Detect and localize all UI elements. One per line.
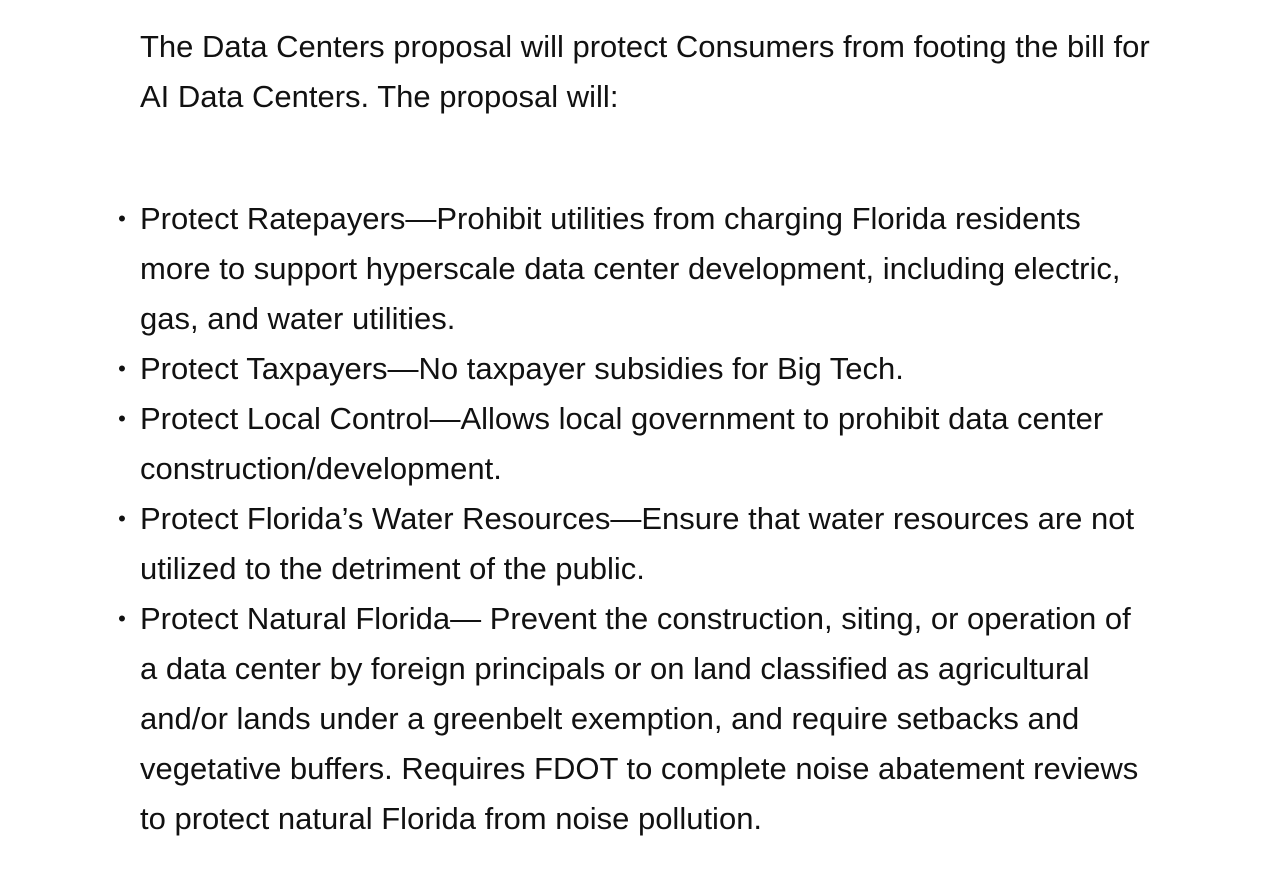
- list-item: [118, 594, 1150, 844]
- bullet-icon: •: [118, 356, 126, 381]
- document-body: [118, 22, 1150, 844]
- list-item-text: Protect Natural Florida— Prevent the construction, siting, or operation of a data center by foreign principals or on land classified as agricultural and/or lands under a greenbelt exemption, and require setbacks and vegetative buffers. Requires FDOT to complete noise abatement reviews to protect natural Florida from noise pollution.: [140, 601, 1139, 836]
- bullet-icon: •: [118, 506, 126, 531]
- list-item: [118, 394, 1150, 494]
- list-item-text: Protect Florida’s Water Resources—Ensure that water resources are not utilized to the detriment of the public.: [140, 501, 1135, 586]
- list-item: [118, 344, 1150, 394]
- bullet-icon: •: [118, 206, 126, 231]
- list-item-text: Protect Taxpayers—No taxpayer subsidies for Big Tech.: [140, 351, 904, 386]
- list-item: [118, 494, 1150, 594]
- list-item-text: Protect Ratepayers—Prohibit utilities from charging Florida residents more to support hyperscale data center development, including electric, gas, and water utilities.: [140, 201, 1121, 336]
- paragraph-spacer: [140, 122, 1150, 194]
- list-item-text: Protect Local Control—Allows local government to prohibit data center construction/development.: [140, 401, 1104, 486]
- intro-paragraph: The Data Centers proposal will protect Consumers from footing the bill for AI Data Centers. The proposal will:: [140, 29, 1150, 114]
- proposal-list: [118, 194, 1150, 844]
- bullet-icon: •: [118, 606, 126, 631]
- list-item: [118, 194, 1150, 344]
- bullet-icon: •: [118, 406, 126, 431]
